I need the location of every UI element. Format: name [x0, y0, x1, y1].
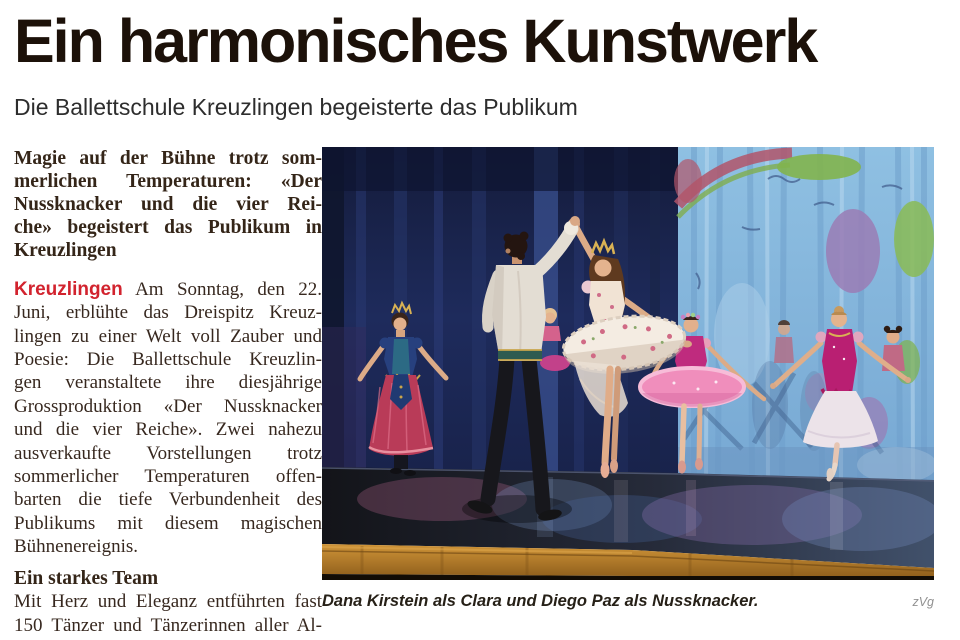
- body1-first-line: [14, 278, 322, 301]
- body-paragraph-1: [14, 278, 322, 559]
- article-text-column: [14, 147, 322, 637]
- body-line: Publikums mit diesem magischen: [14, 512, 322, 534]
- body-line: gen veranstaltete ihre diesjährige: [14, 372, 322, 394]
- lead-line-last: Kreuzlingen: [14, 239, 117, 261]
- body-paragraph-2: [14, 590, 322, 637]
- lead-paragraph: [14, 147, 322, 239]
- headline: Ein harmonisches Kunstwerk: [14, 7, 817, 75]
- article-content: [14, 147, 960, 637]
- lead-line: Nussknacker und die vier Rei-: [14, 193, 322, 215]
- lead-line: Magie auf der Bühne trotz som-: [14, 147, 322, 169]
- subheadline: Die Ballettschule Kreuzlingen begeisterte das Publikum: [14, 93, 578, 120]
- body-line: Juni, erblühte das Dreispitz Kreuz-: [14, 302, 322, 324]
- painted-backdrop: [674, 147, 934, 487]
- body-line: barten die tiefe Verbundenheit des: [14, 489, 322, 511]
- ballet-stage-photo: [322, 147, 934, 580]
- body-line: Grossproduktion «Der Nussknacker: [14, 395, 322, 417]
- body-line: ausverkaufte Vorstellungen trotz: [14, 442, 322, 464]
- article-figure: [322, 147, 934, 637]
- lead-line: che» begeistert das Publikum in: [14, 216, 322, 238]
- body-line: Mit Herz und Eleganz entführten fast: [14, 591, 322, 613]
- body-line: lingen zu einer Welt voll Zauber und: [14, 325, 322, 347]
- body1-first-rest: Am Sonntag, den 22.: [122, 278, 322, 300]
- photo-caption: Dana Kirstein als Clara und Diego Paz als Nussknacker.: [322, 591, 759, 610]
- location-tag: Kreuzlingen: [14, 278, 123, 300]
- section-subhead: Ein starkes Team: [14, 568, 159, 590]
- body-line: Poesie: Die Ballettschule Kreuzlin-: [14, 348, 322, 370]
- body-line: 150 Tänzer und Tänzerinnen aller Al-: [14, 614, 322, 636]
- lead-line: merlichen Temperaturen: «Der: [14, 170, 322, 192]
- body1-lines: [14, 301, 322, 535]
- body-line: sommerlicher Temperaturen offen-: [14, 465, 322, 487]
- body-line: und die vier Reiche». Zwei nahezu: [14, 419, 322, 441]
- body1-last-line: Bühnenereignis.: [14, 536, 139, 558]
- photo-credit: zVg: [912, 594, 934, 609]
- figure-caption-row: [322, 592, 934, 611]
